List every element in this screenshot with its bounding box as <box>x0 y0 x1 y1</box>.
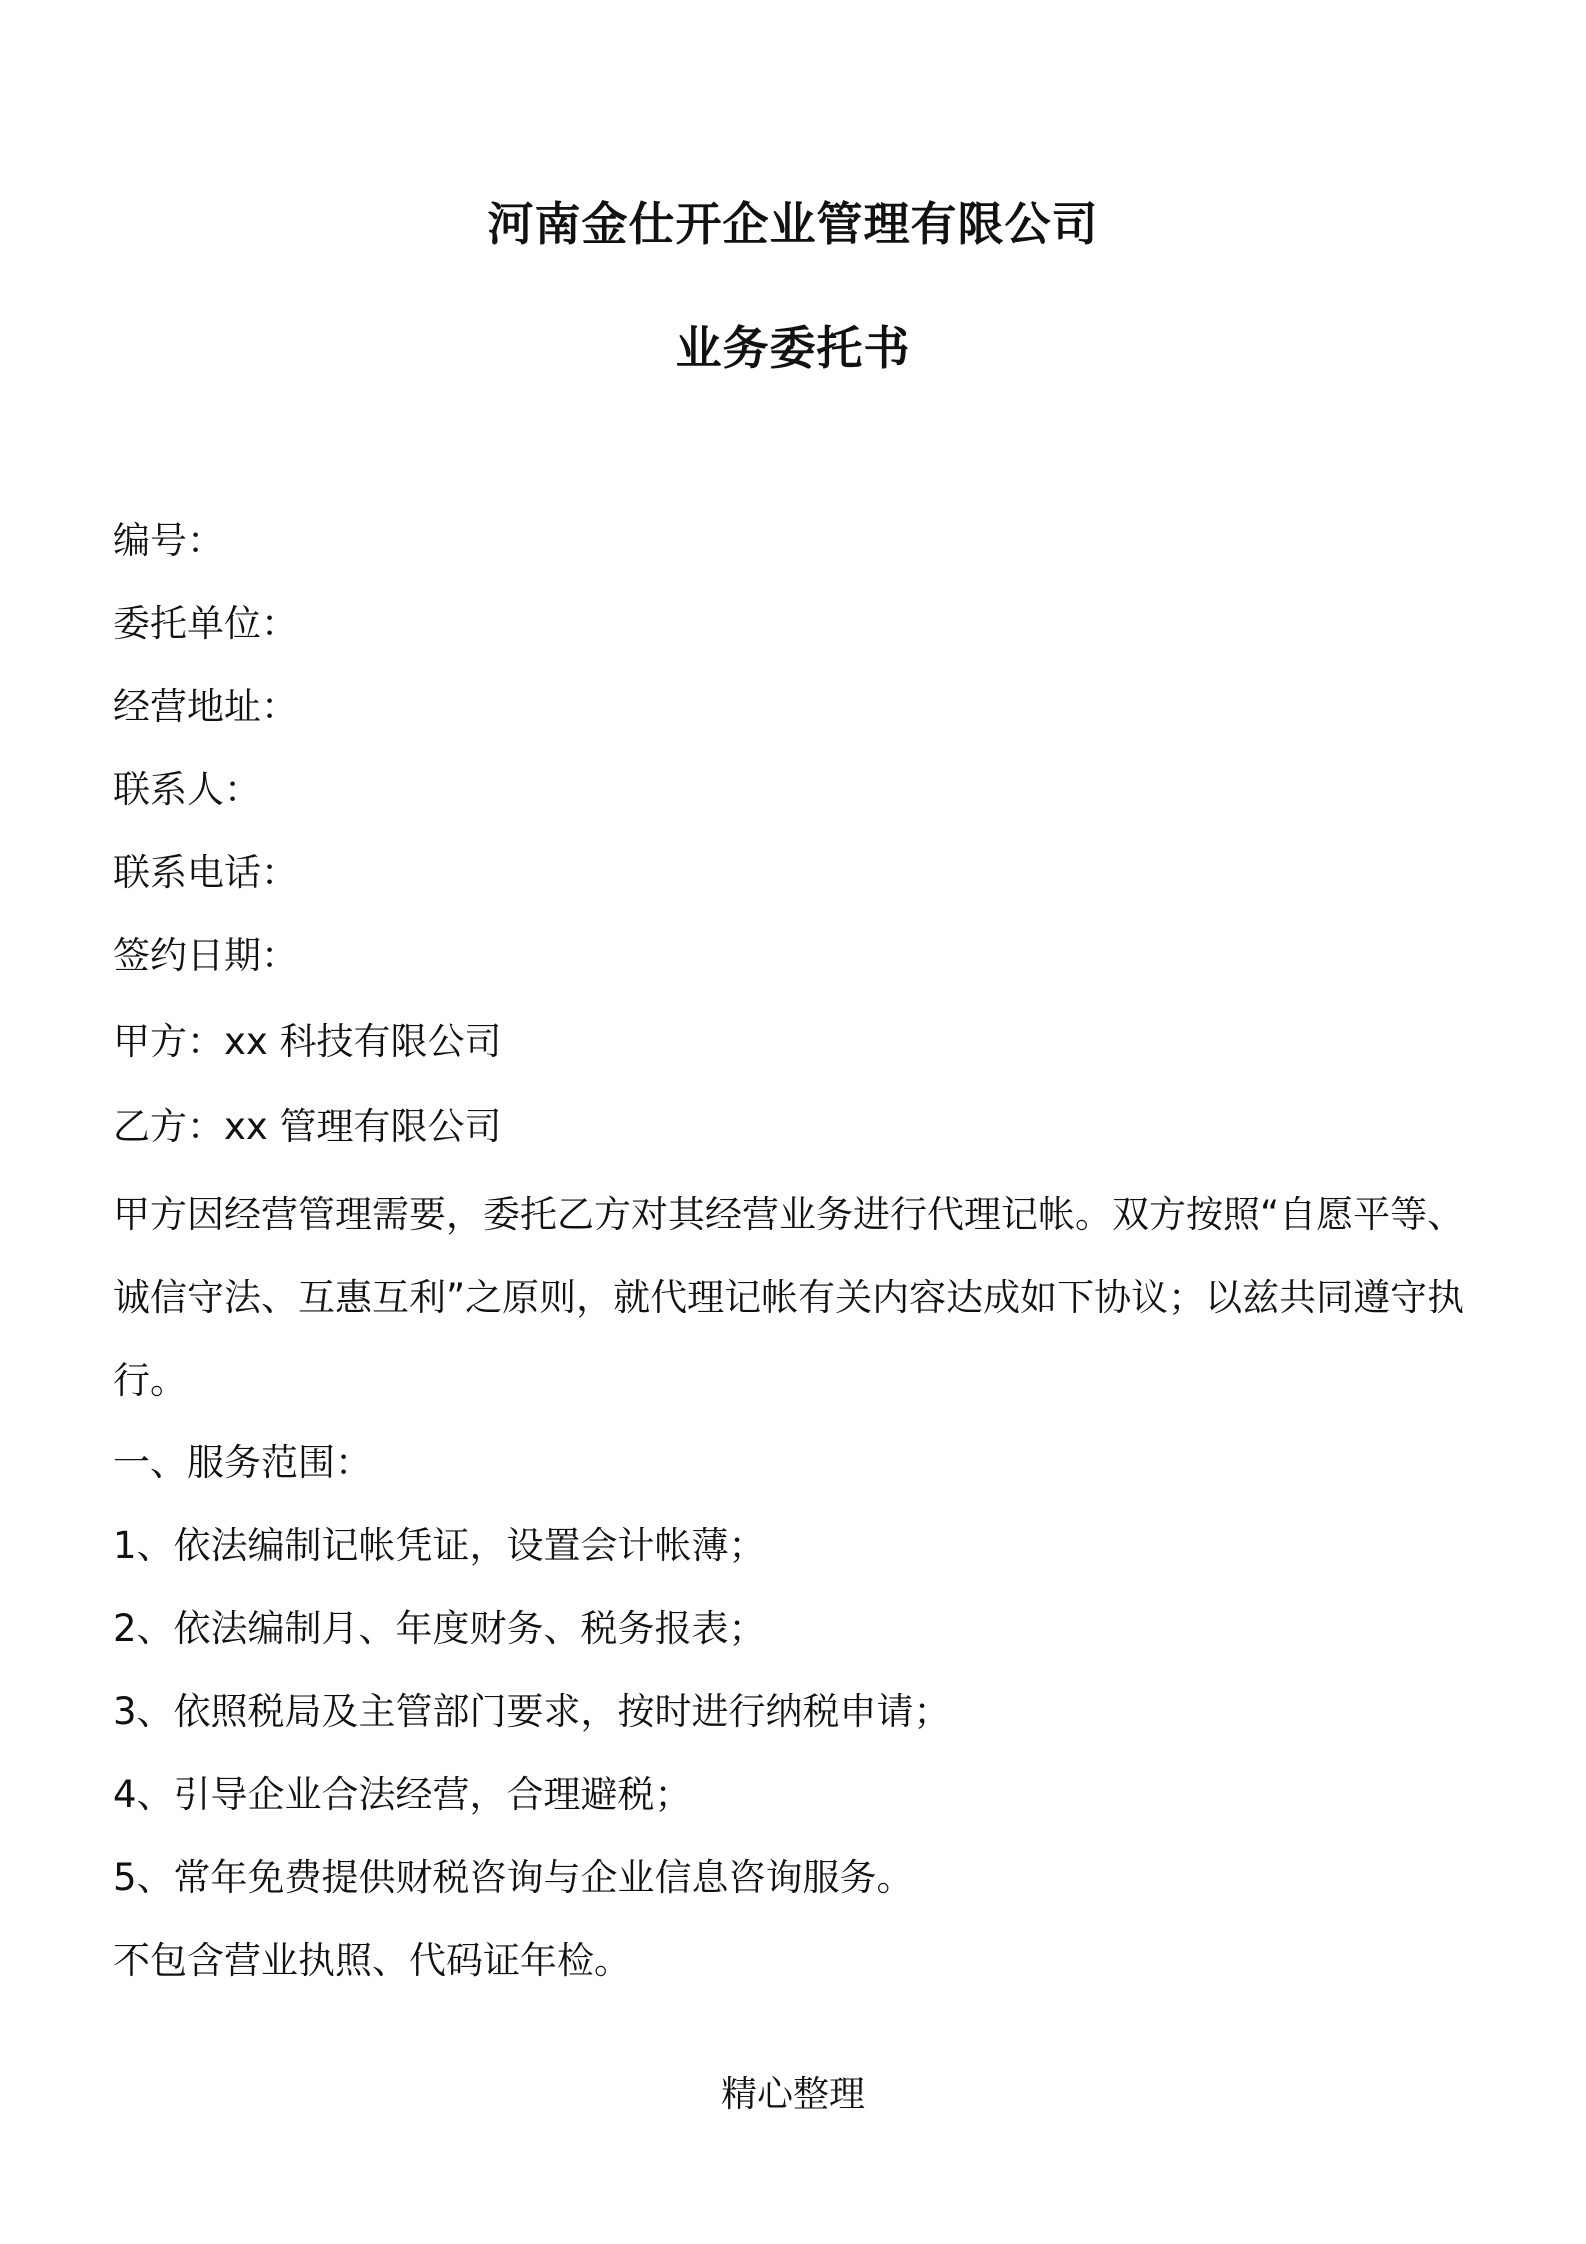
field-phone: 联系电话： <box>113 851 298 895</box>
field-address: 经营地址： <box>113 685 298 729</box>
field-sign-date: 签约日期： <box>113 934 298 978</box>
party-b: 乙方：xx 管理有限公司 <box>113 1105 502 1149</box>
section-note: 不包含营业执照、代码证年检。 <box>113 1939 631 1983</box>
page-footer: 精心整理 <box>720 2074 865 2115</box>
company-title: 河南金仕开企业管理有限公司 <box>487 197 1099 251</box>
field-client: 委托单位： <box>113 602 298 646</box>
list-item: 2、依法编制月、年度财务、税务报表； <box>113 1607 766 1651</box>
document-body <box>113 500 1493 2003</box>
section-heading: 一、服务范围： <box>113 1441 372 1485</box>
intro-paragraph: 甲方因经营管理需要，委托乙方对其经营业务进行代理记帐。双方按照“自愿平等、诚信守法、互惠互利”之原则，就代理记帐有关内容达成如下协议；以兹共同遵守执行。 <box>113 1193 1465 1402</box>
list-item: 5、常年免费提供财税咨询与企业信息咨询服务。 <box>113 1856 914 1900</box>
party-a: 甲方：xx 科技有限公司 <box>113 1019 502 1063</box>
list-item: 4、引导企业合法经营，合理避税； <box>113 1773 692 1817</box>
document-title: 业务委托书 <box>675 321 911 375</box>
list-item: 3、依照税局及主管部门要求，按时进行纳税申请； <box>113 1690 951 1734</box>
list-item: 1、依法编制记帐凭证，设置会计帐薄； <box>113 1524 766 1568</box>
field-contact: 联系人： <box>113 768 261 812</box>
field-number: 编号： <box>113 519 224 563</box>
